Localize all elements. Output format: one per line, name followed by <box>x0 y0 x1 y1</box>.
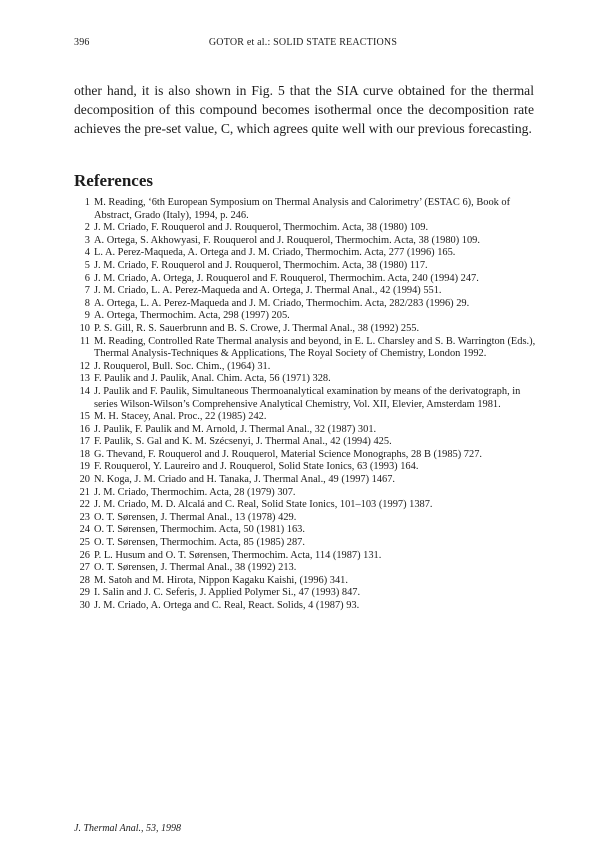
reference-text: G. Thevand, F. Rouquerol and J. Rouquerol, Material Science Monographs, 28 B (1985) 727. <box>94 448 482 460</box>
reference-item <box>74 273 536 286</box>
body-paragraph: other hand, it is also shown in Fig. 5 that the SIA curve obtained for the thermal decomposition of this compound becomes isothermal once the decomposition rate achieves the pre-set value, C, which agrees quite well with our previous forecasting. <box>74 83 534 136</box>
reference-item <box>74 222 536 235</box>
reference-number: 15 <box>79 411 90 423</box>
reference-text: M. Reading, Controlled Rate Thermal analysis and beyond, in E. L. Charsley and S. B. Warrington (Eds.), Thermal Analysis-Techniques & Applications, The Royal Society of Chemistry, London 1992. <box>94 335 536 360</box>
reference-text: M. Reading, ‘6th European Symposium on Thermal Analysis and Calorimetry’ (ESTAC 6), Book of Abstract, Grado (Italy), 1994, p. 246. <box>94 197 511 221</box>
reference-item <box>74 436 536 449</box>
reference-text: J. M. Criado, A. Ortega, J. Rouquerol and F. Rouquerol, Thermochim. Acta, 240 (1994) 247. <box>94 272 479 284</box>
reference-item <box>74 474 536 487</box>
reference-number: 11 <box>79 335 90 347</box>
reference-number: 20 <box>79 474 90 486</box>
references-list <box>74 197 536 613</box>
reference-item <box>74 260 536 273</box>
reference-number: 29 <box>79 587 90 599</box>
reference-number: 1 <box>84 197 90 208</box>
reference-text: J. Paulik and F. Paulik, Simultaneous Thermoanalytical examination by means of the derivatograph, in series Wilson-Wilson’s Comprehensive Analytical Chemistry, Vol. XII, Elevier, Amsterdam 1981. <box>94 385 521 410</box>
reference-item <box>74 197 536 222</box>
reference-text: P. L. Husum and O. T. Sørensen, Thermochim. Acta, 114 (1987) 131. <box>94 549 382 561</box>
reference-text: A. Ortega, S. Akhowyasi, F. Rouquerol and J. Rouquerol, Thermochim. Acta, 38 (1980) 109. <box>94 234 480 246</box>
reference-text: F. Paulik, S. Gal and K. M. Szécsenyi, J. Thermal Anal., 42 (1994) 425. <box>94 436 392 448</box>
reference-text: O. T. Sørensen, J. Thermal Anal., 38 (1992) 213. <box>94 562 297 574</box>
reference-item <box>74 587 536 600</box>
reference-item <box>74 235 536 248</box>
reference-number: 21 <box>79 486 90 498</box>
reference-text: J. M. Criado, Thermochim. Acta, 28 (1979) 307. <box>94 486 296 498</box>
reference-item <box>74 499 536 512</box>
reference-item <box>74 361 536 374</box>
reference-item <box>74 386 536 411</box>
reference-item <box>74 298 536 311</box>
reference-number: 19 <box>79 461 90 473</box>
reference-number: 2 <box>84 222 90 234</box>
reference-number: 25 <box>79 537 90 549</box>
reference-text: P. S. Gill, R. S. Sauerbrunn and B. S. Crowe, J. Thermal Anal., 38 (1992) 255. <box>94 322 420 334</box>
reference-text: J. Paulik, F. Paulik and M. Arnold, J. Thermal Anal., 32 (1987) 301. <box>94 423 377 435</box>
reference-text: M. Satoh and M. Hirota, Nippon Kagaku Kaishi, (1996) 341. <box>94 574 348 586</box>
reference-item <box>74 247 536 260</box>
reference-text: M. H. Stacey, Anal. Proc., 22 (1985) 242. <box>94 411 267 423</box>
reference-number: 30 <box>79 600 90 611</box>
running-title: GOTOR et al.: SOLID STATE REACTIONS <box>208 37 398 48</box>
reference-text: I. Salin and J. C. Seferis, J. Applied Polymer Si., 47 (1993) 847. <box>94 587 361 599</box>
reference-number: 7 <box>84 285 90 297</box>
reference-number: 9 <box>84 310 90 322</box>
reference-item <box>74 550 536 563</box>
reference-item <box>74 323 536 336</box>
reference-text: J. Rouquerol, Bull. Soc. Chim., (1964) 31. <box>94 360 271 372</box>
reference-number: 22 <box>79 499 90 511</box>
reference-text: J. M. Criado, M. D. Alcalá and C. Real, Solid State Ionics, 101–103 (1997) 1387. <box>94 499 433 511</box>
reference-number: 10 <box>79 322 90 334</box>
reference-item <box>74 537 536 550</box>
reference-number: 5 <box>84 259 90 271</box>
reference-number: 6 <box>84 272 90 284</box>
reference-item <box>74 575 536 588</box>
references-heading: References <box>74 171 153 190</box>
reference-text: N. Koga, J. M. Criado and H. Tanaka, J. Thermal Anal., 49 (1997) 1467. <box>94 474 396 486</box>
reference-item <box>74 411 536 424</box>
reference-item <box>74 524 536 537</box>
reference-item <box>74 600 536 613</box>
reference-item <box>74 336 536 361</box>
reference-number: 13 <box>79 373 90 385</box>
reference-item <box>74 285 536 298</box>
reference-text: A. Ortega, Thermochim. Acta, 298 (1997) 205. <box>94 310 290 322</box>
reference-item <box>74 562 536 575</box>
reference-number: 12 <box>79 360 90 372</box>
reference-number: 18 <box>79 448 90 460</box>
reference-text: J. M. Criado, A. Ortega and C. Real, React. Solids, 4 (1987) 93. <box>94 600 360 611</box>
reference-text: O. T. Sørensen, J. Thermal Anal., 13 (1978) 429. <box>94 511 297 523</box>
reference-text: O. T. Sørensen, Thermochim. Acta, 50 (1981) 163. <box>94 524 305 536</box>
reference-number: 16 <box>79 423 90 435</box>
reference-item <box>74 449 536 462</box>
reference-number: 8 <box>84 297 90 309</box>
reference-number: 24 <box>79 524 90 536</box>
page-number: 396 <box>74 37 90 48</box>
reference-number: 17 <box>79 436 90 448</box>
reference-item <box>74 310 536 323</box>
reference-number: 14 <box>79 385 90 397</box>
reference-text: J. M. Criado, F. Rouquerol and J. Rouquerol, Thermochim. Acta, 38 (1980) 109. <box>94 222 429 234</box>
reference-number: 28 <box>79 574 90 586</box>
reference-number: 3 <box>84 234 90 246</box>
reference-text: J. M. Criado, L. A. Perez-Maqueda and A. Ortega, J. Thermal Anal., 42 (1994) 551. <box>94 285 442 297</box>
reference-number: 27 <box>79 562 90 574</box>
reference-text: L. A. Perez-Maqueda, A. Ortega and J. M. Criado, Thermochim. Acta, 277 (1996) 165. <box>94 247 456 259</box>
reference-text: O. T. Sørensen, Thermochim. Acta, 85 (1985) 287. <box>94 537 305 549</box>
reference-number: 26 <box>79 549 90 561</box>
reference-item <box>74 424 536 437</box>
reference-item <box>74 373 536 386</box>
reference-item <box>74 512 536 525</box>
reference-number: 4 <box>84 247 90 259</box>
reference-number: 23 <box>79 511 90 523</box>
reference-item <box>74 487 536 500</box>
reference-text: J. M. Criado, F. Rouquerol and J. Rouquerol, Thermochim. Acta, 38 (1980) 117. <box>94 259 428 271</box>
journal-footer: J. Thermal Anal., 53, 1998 <box>74 823 182 834</box>
reference-text: F. Rouquerol, Y. Laureiro and J. Rouquerol, Solid State Ionics, 63 (1993) 164. <box>94 461 419 473</box>
reference-text: A. Ortega, L. A. Perez-Maqueda and J. M. Criado, Thermochim. Acta, 282/283 (1996) 29. <box>94 297 470 309</box>
page-header <box>74 37 532 53</box>
reference-item <box>74 461 536 474</box>
reference-text: F. Paulik and J. Paulik, Anal. Chim. Acta, 56 (1971) 328. <box>94 373 331 385</box>
